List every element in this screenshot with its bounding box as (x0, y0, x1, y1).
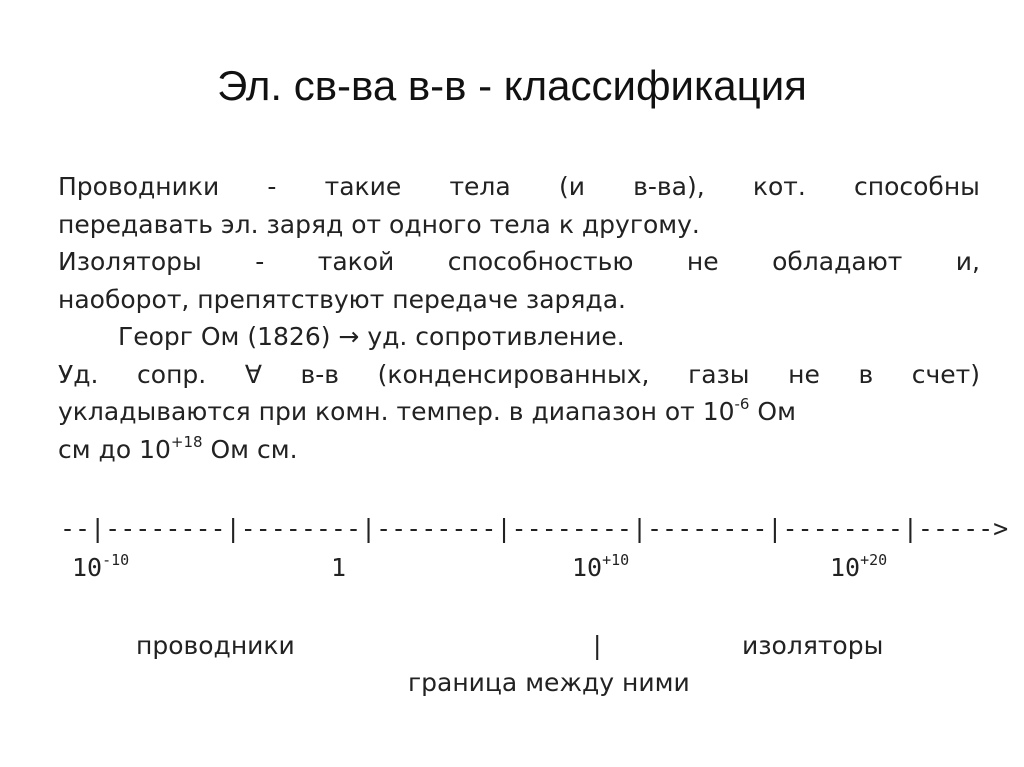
conductors-label: проводники (136, 631, 295, 660)
word: тела (449, 172, 511, 201)
boundary-divider: | (593, 631, 602, 660)
word: Изоляторы (58, 247, 202, 276)
word: такие (324, 172, 402, 201)
exponent: -10 (102, 551, 130, 569)
word: газы (688, 359, 750, 389)
word: сопр. (137, 359, 207, 389)
exponent: +18 (170, 432, 203, 451)
word: счет) (911, 359, 980, 389)
exponent: -6 (734, 395, 750, 413)
exponent: +20 (860, 551, 888, 569)
word: (конденсированных, (377, 359, 650, 389)
word: в-в (300, 359, 340, 389)
word: обладают (772, 247, 903, 276)
word: и, (955, 247, 980, 276)
body-line-3 (58, 243, 980, 281)
word: способностью (447, 247, 634, 276)
word: в (858, 359, 874, 389)
word: ∀ (244, 359, 262, 389)
boundary-label: граница между ними (408, 668, 690, 697)
body-line-1 (58, 168, 980, 206)
word: - (255, 247, 265, 276)
slide-body (58, 168, 980, 468)
body-line-2: передавать эл. заряд от одного тела к другому. (58, 209, 700, 239)
body-line-5: Георг Ом (1826) → уд. сопротивление. (118, 322, 625, 351)
word: - (267, 172, 277, 201)
body-line-7: укладываются при комн. темпер. в диапазон от $10^{-6}$ Ом (58, 395, 796, 426)
scale-tick-2: 1 (331, 553, 347, 582)
body-line-6 (58, 356, 980, 394)
slide-title: Эл. св-ва в-в - классификация (217, 62, 807, 109)
scale-tick-1: $10^{-10}$ (72, 551, 130, 582)
exponent: +10 (602, 551, 630, 569)
word: в-ва), (633, 172, 705, 201)
word: такой (317, 247, 395, 276)
scale-tick-4: $10^{+20}$ (830, 551, 888, 582)
resistivity-scale-line: --|--------|--------|--------|--------|--------|--------|-----> (60, 514, 1009, 543)
word: Проводники (58, 172, 220, 201)
word: Уд. (58, 359, 99, 389)
word: не (788, 359, 820, 389)
scale-tick-3: $10^{+10}$ (572, 551, 630, 582)
body-line-8: см до $10^{+18}$ Ом см. (58, 432, 298, 464)
word: не (686, 247, 719, 276)
insulators-label: изоляторы (742, 631, 884, 660)
word: (и (558, 172, 585, 201)
body-line-4: наоборот, препятствуют передаче заряда. (58, 284, 626, 314)
word: кот. (752, 172, 806, 201)
word: способны (853, 172, 980, 201)
